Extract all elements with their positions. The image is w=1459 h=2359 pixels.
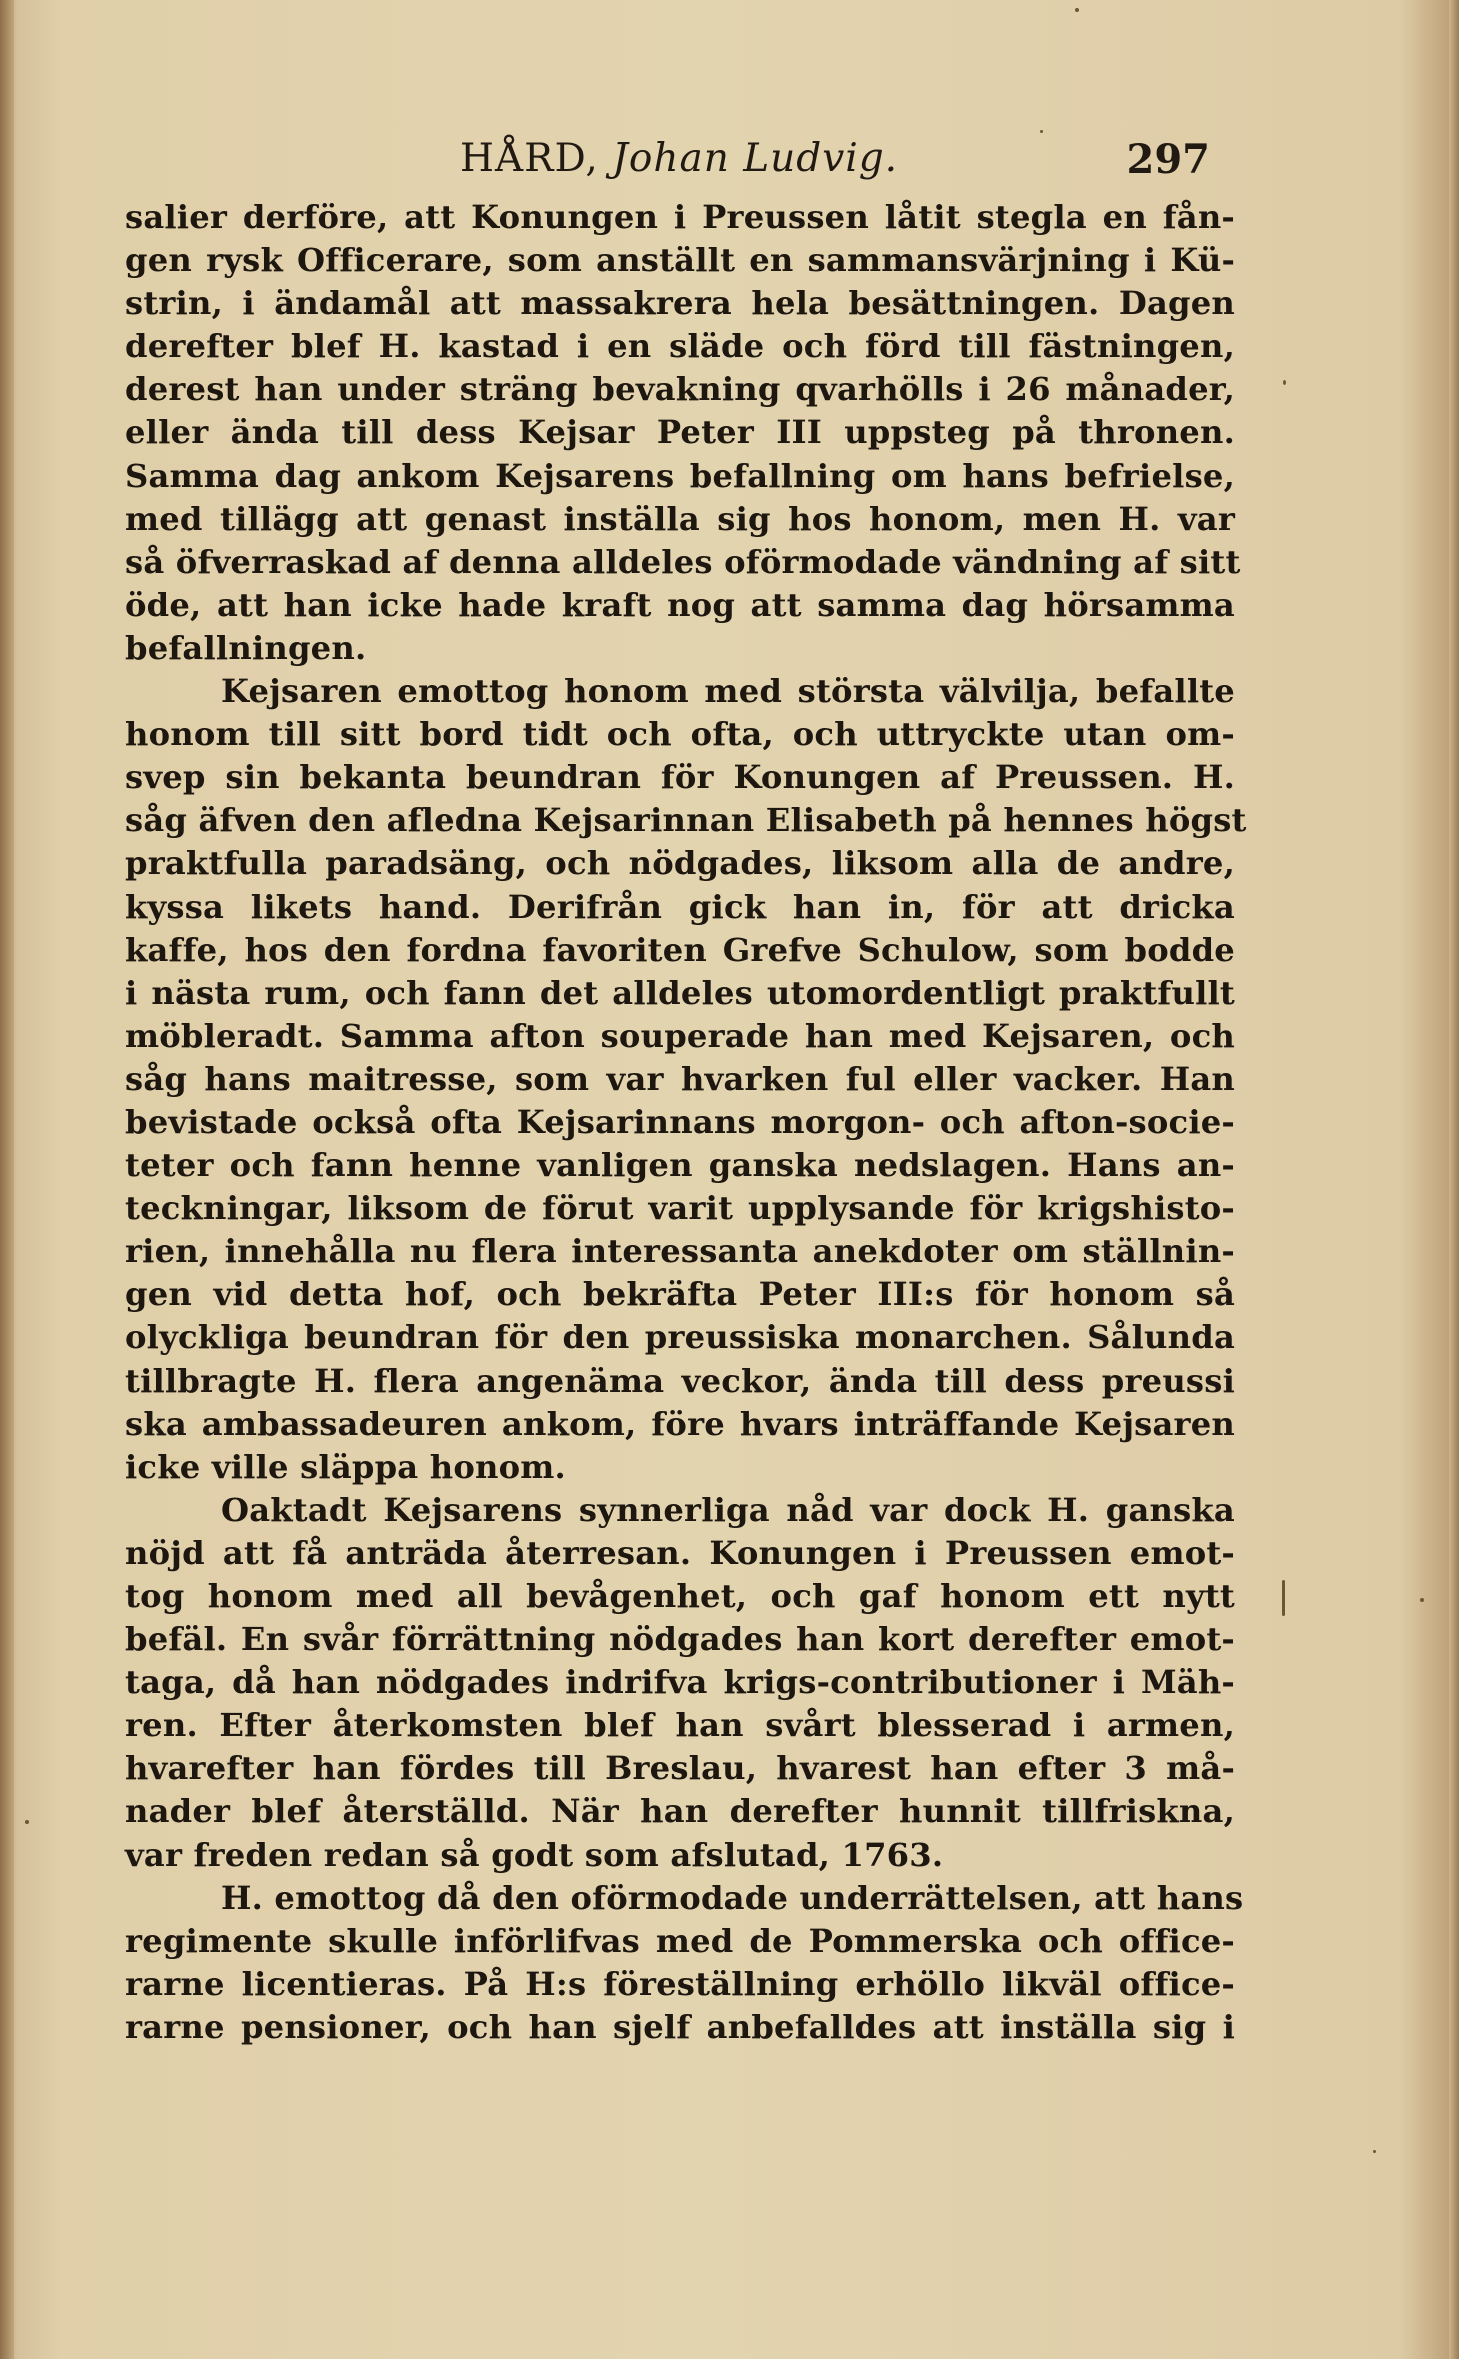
author-given-names: Johan Ludvig.: [612, 136, 899, 181]
paper-speck: [1420, 1598, 1424, 1602]
text-line: tillbragte H. flera angenäma veckor, ända till dess preussi: [125, 1361, 1235, 1400]
text-line: ska ambassadeuren ankom, före hvars inträffande Kejsaren: [125, 1404, 1235, 1443]
text-line: gen vid detta hof, och bekräfta Peter III:s för honom så: [125, 1275, 1235, 1314]
running-head: [460, 136, 898, 181]
text-line: tog honom med all bevågenhet, och gaf honom ett nytt: [125, 1577, 1235, 1615]
text-line: teckningar, liksom de förut varit upplysande för krigshisto-: [125, 1189, 1235, 1228]
paper-speck: [1283, 380, 1286, 385]
text-line: regimente skulle införlifvas med de Pommerska och office-: [125, 1921, 1235, 1960]
text-line: eller ända till dess Kejsar Peter III uppsteg på thronen.: [125, 413, 1235, 452]
text-line: derest han under sträng bevakning qvarhölls i 26 månader,: [125, 370, 1235, 409]
text-line: teter och fann henne vanligen ganska nedslagen. Hans an-: [125, 1146, 1235, 1185]
text-line: Oaktadt Kejsarens synnerliga nåd var dock H. ganska: [221, 1490, 1235, 1529]
text-line: olyckliga beundran för den preussiska monarchen. Sålunda: [125, 1318, 1235, 1357]
author-surname: HÅRD,: [460, 136, 599, 181]
text-line: strin, i ändamål att massakrera hela besättningen. Dagen: [125, 284, 1235, 323]
text-line: salier derföre, att Konungen i Preussen låtit stegla en fån-: [125, 198, 1235, 236]
text-line: möbleradt. Samma afton souperade han med Kejsaren, och: [125, 1016, 1235, 1055]
text-line: bevistade också ofta Kejsarinnans morgon- och afton-socie-: [125, 1102, 1235, 1141]
text-line: Kejsaren emottog honom med största välvilja, befallte: [221, 672, 1235, 711]
text-line: nader blef återställd. När han derefter hunnit tillfriskna,: [125, 1792, 1235, 1831]
text-line: derefter blef H. kastad i en släde och förd till fästningen,: [125, 327, 1235, 366]
text-line: befallningen.: [125, 628, 367, 667]
text-line: rarne pensioner, och han sjelf anbefalldes att inställa sig i: [125, 2007, 1235, 2046]
paper-speck: [1040, 130, 1043, 133]
text-line: svep sin bekanta beundran för Konungen af Preussen. H.: [125, 758, 1235, 797]
text-line: H. emottog då den oförmodade underrättelsen, att hans: [221, 1878, 1244, 1917]
page-number: 297: [1126, 136, 1210, 183]
text-line: i nästa rum, och fann det alldeles utomordentligt praktfullt: [125, 973, 1235, 1012]
text-line: så öfverraskad af denna alldeles oförmodade vändning af sitt: [125, 542, 1241, 581]
text-line: rien, innehålla nu flera interessanta anekdoter om ställnin-: [125, 1232, 1235, 1271]
body-text: [125, 196, 1247, 2049]
page-gutter-shadow: [0, 0, 14, 2359]
paper-mark: [1282, 1580, 1285, 1616]
page-edge-shadow: [1449, 0, 1459, 2359]
text-line: såg äfven den afledna Kejsarinnan Elisabeth på hennes högst: [125, 801, 1247, 840]
text-line: med tillägg att genast inställa sig hos honom, men H. var: [125, 499, 1235, 538]
text-line: var freden redan så godt som afslutad, 1763.: [125, 1835, 944, 1874]
text-line: Samma dag ankom Kejsarens befallning om hans befrielse,: [125, 456, 1235, 495]
text-line: kyssa likets hand. Derifrån gick han in, för att dricka: [125, 887, 1235, 926]
text-line: gen rysk Officerare, som anställt en sammansvärjning i Kü-: [125, 241, 1235, 280]
text-line: praktfulla paradsäng, och nödgades, liksom alla de andre,: [125, 844, 1235, 883]
text-line: såg hans maitresse, som var hvarken ful eller vacker. Han: [125, 1059, 1235, 1098]
text-line: kaffe, hos den fordna favoriten Grefve Schulow, som bodde: [125, 930, 1235, 969]
text-line: icke ville släppa honom.: [125, 1447, 566, 1486]
paper-speck: [1075, 8, 1079, 12]
page-header: [125, 128, 1210, 188]
text-line: ren. Efter återkomsten blef han svårt blesserad i armen,: [125, 1706, 1235, 1745]
text-line: taga, då han nödgades indrifva krigs-contributioner i Mäh-: [125, 1663, 1235, 1702]
text-line: hvarefter han fördes till Breslau, hvarest han efter 3 må-: [125, 1749, 1235, 1788]
paper-speck: [25, 1820, 29, 1824]
text-line: honom till sitt bord tidt och ofta, och uttryckte utan om-: [125, 715, 1235, 754]
paper-speck: [1373, 2150, 1376, 2153]
text-line: rarne licentieras. På H:s föreställning erhöllo likväl office-: [125, 1964, 1235, 2003]
text-line: befäl. En svår förrättning nödgades han kort derefter emot-: [125, 1620, 1235, 1659]
text-line: öde, att han icke hade kraft nog att samma dag hörsamma: [125, 585, 1235, 624]
text-line: nöjd att få anträda återresan. Konungen i Preussen emot-: [125, 1533, 1235, 1572]
